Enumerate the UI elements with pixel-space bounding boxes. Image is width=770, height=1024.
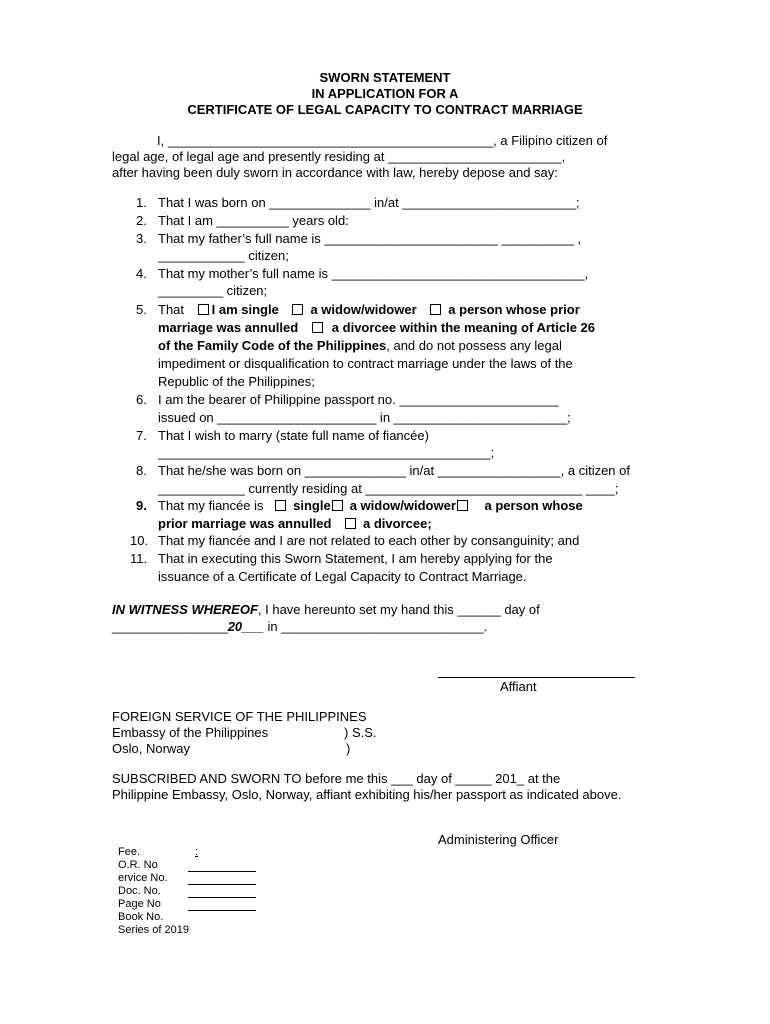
venue-line-3: Oslo, Norway — [112, 741, 191, 756]
item-5-rest: , and do not possess any legal — [386, 338, 562, 353]
or-no-label: O.R. No — [118, 859, 158, 871]
annulled-checkbox[interactable] — [430, 304, 441, 315]
item-5-that: That — [158, 302, 185, 317]
witness-line-2 — [112, 618, 487, 635]
witness-year: 20___ — [227, 619, 264, 634]
item-3-continuation: ____________ citizen; — [158, 248, 289, 263]
or-no-field[interactable] — [188, 871, 256, 872]
fee-colon: : — [195, 846, 199, 858]
item-8-text: That he/she was born on ______________ in/at _________________, a citizen of — [158, 463, 630, 478]
item-number: 3. — [136, 231, 147, 246]
fiancee-divorcee-option: a divorcee; — [363, 516, 432, 531]
item-4-text: That my mother’s full name is ___________________________________, — [158, 266, 589, 281]
item-11-continuation: issuance of a Certificate of Legal Capacity to Contract Marriage. — [158, 569, 527, 584]
divorcee-option: a divorcee within the meaning of Article 26 — [331, 320, 595, 335]
item-9-that: That my fiancée is — [158, 498, 264, 513]
item-5-line-1 — [158, 301, 580, 318]
item-number: 1. — [136, 195, 147, 210]
item-7-continuation: ______________________________________________; — [158, 445, 495, 460]
fiancee-single-checkbox[interactable] — [275, 500, 286, 511]
item-number: 11. — [130, 551, 148, 566]
fiancee-annulled-option: prior marriage was annulled — [158, 516, 332, 531]
item-5-line-2 — [158, 319, 595, 336]
item-3-text: That my father’s full name is ________________________ __________ , — [158, 231, 582, 246]
fiancee-widow-option: a widow/widower — [349, 498, 456, 513]
item-number: 5. — [136, 302, 147, 317]
venue-line-2: Embassy of the Philippines — [112, 725, 269, 740]
witness-place: in ____________________________. — [263, 619, 488, 634]
single-option: I am single — [211, 302, 279, 317]
jurat-line-2: Philippine Embassy, Oslo, Norway, affiant exhibiting his/her passport as indicated above. — [112, 787, 622, 802]
intro-line-2: legal age, of legal age and presently residing at ________________________, — [112, 149, 566, 164]
fiancee-single-option: single — [293, 498, 331, 513]
document-subtitle: IN APPLICATION FOR A — [311, 86, 459, 101]
item-number: 4. — [136, 266, 147, 281]
witness-date-blank: ________________ — [112, 619, 228, 634]
divorcee-checkbox[interactable] — [312, 322, 323, 333]
service-no-field[interactable] — [188, 884, 256, 885]
item-9-line-1 — [158, 497, 583, 514]
item-11-text: That in executing this Sworn Statement, I am hereby applying for the — [158, 551, 553, 566]
witness-text: , I have hereunto set my hand this ______ day of — [257, 602, 540, 617]
fiancee-widow-checkbox[interactable] — [332, 500, 343, 511]
item-1-text: That I was born on ______________ in/at ________________________; — [158, 195, 580, 210]
administering-officer-label: Administering Officer — [438, 832, 559, 847]
fiancee-prior-option: a person whose — [484, 498, 583, 513]
item-number: 2. — [136, 213, 147, 228]
item-5-line-3 — [158, 337, 562, 354]
item-5-line-4: impediment or disqualification to contract marriage under the laws of the — [158, 356, 573, 371]
item-6-text: I am the bearer of Philippine passport no. ______________________ — [158, 392, 559, 407]
item-number: 7. — [136, 428, 147, 443]
item-2-text: That I am __________ years old: — [158, 213, 349, 228]
document-title: SWORN STATEMENT — [319, 70, 451, 85]
item-6-continuation: issued on ______________________ in ________________________; — [158, 410, 571, 425]
service-no-label: ervice No. — [118, 872, 168, 884]
item-number: 9. — [136, 498, 147, 513]
item-7-text: That I wish to marry (state full name of fiancée) — [158, 428, 429, 443]
doc-no-label: Doc. No. — [118, 885, 161, 897]
venue-line-1: FOREIGN SERVICE OF THE PHILIPPINES — [112, 709, 367, 724]
page-no-label: Page No — [118, 898, 161, 910]
single-checkbox[interactable] — [198, 304, 209, 315]
prior-option: a person whose prior — [448, 302, 580, 317]
intro-line-1: I, _____________________________________________, a Filipino citizen of — [157, 133, 608, 148]
book-no-label: Book No. — [118, 911, 164, 923]
fiancee-divorcee-checkbox[interactable] — [345, 518, 356, 529]
fiancee-annulled-checkbox[interactable] — [457, 500, 468, 511]
venue-bracket: ) — [346, 741, 351, 756]
item-number: 10. — [130, 533, 149, 548]
item-10-text: That my fiancée and I are not related to each other by consanguinity; and — [158, 533, 580, 548]
jurat-line-1: SUBSCRIBED AND SWORN TO before me this ___ day of _____ 201_ at the — [112, 771, 561, 786]
item-9-line-2 — [158, 515, 432, 532]
item-number: 6. — [136, 392, 147, 407]
family-code-text: of the Family Code of the Philippines — [158, 338, 387, 353]
venue-ss: ) S.S. — [344, 725, 377, 740]
doc-no-field[interactable] — [188, 897, 256, 898]
series-label: Series of 2019 — [118, 924, 189, 936]
item-8-continuation: ____________ currently residing at ______________________________ ____; — [158, 481, 619, 496]
annulled-option: marriage was annulled — [158, 320, 299, 335]
document-heading: CERTIFICATE OF LEGAL CAPACITY TO CONTRACT MARRIAGE — [187, 102, 583, 117]
fee-label: Fee. — [118, 846, 141, 858]
affiant-label: Affiant — [500, 679, 537, 694]
intro-line-3: after having been duly sworn in accordance with law, hereby depose and say: — [112, 165, 558, 180]
widow-checkbox[interactable] — [292, 304, 303, 315]
widow-option: a widow/widower — [310, 302, 417, 317]
item-5-line-5: Republic of the Philippines; — [158, 374, 315, 389]
item-4-continuation: _________ citizen; — [158, 283, 268, 298]
item-number: 8. — [136, 463, 147, 478]
witness-lead: IN WITNESS WHEREOF — [112, 602, 258, 617]
page-no-field[interactable] — [188, 910, 256, 911]
witness-line-1 — [112, 601, 540, 618]
